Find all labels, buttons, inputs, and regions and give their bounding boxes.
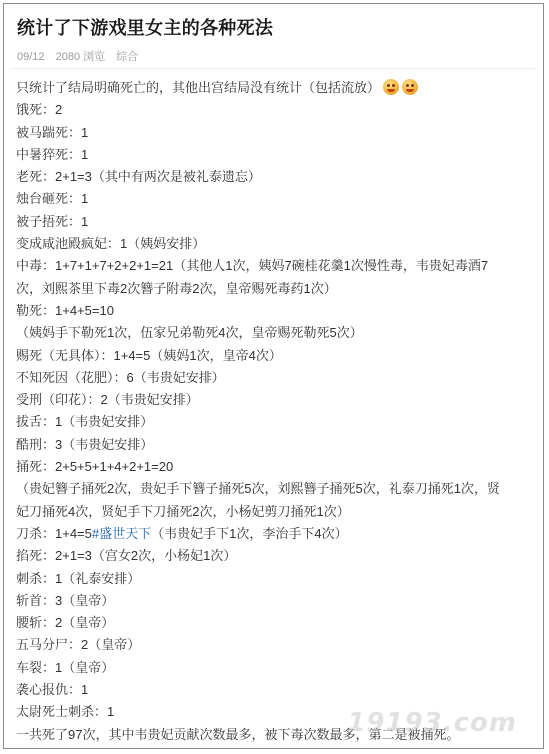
body-line: 五马分尸：2（皇帝）	[16, 637, 141, 653]
intro-line	[16, 77, 535, 99]
article-meta	[17, 48, 146, 64]
body-line: 妃刀捅死4次，贤妃手下刀捅死2次，小杨妃剪刀捅死1次）	[16, 503, 350, 519]
body-line: 太尉死士刺杀：1	[16, 704, 115, 720]
body-line: 斩首：3（皇帝）	[16, 592, 115, 608]
body-line: 酷刑：3（韦贵妃安排）	[16, 436, 154, 452]
body-line: 饿死：2	[16, 102, 63, 118]
body-line: 捅死：2+5+5+1+4+2+1=20	[16, 459, 174, 475]
summary-line: 一共死了97次，其中韦贵妃贡献次数最多，被下毒次数最多，第二是被捅死。	[16, 726, 460, 742]
body-line: 次，刘熙茶里下毒2次簪子附毒2次，皇帝赐死毒药1次）	[16, 280, 337, 296]
intro-text: 只统计了结局明确死亡的，其他出宫结局没有统计（包括流放）	[16, 80, 381, 95]
stab-prefix: 刀杀：1+4=5	[16, 525, 92, 541]
category-tag[interactable]: 综合	[116, 51, 139, 63]
body-line: 腰斩：2（皇帝）	[16, 615, 115, 631]
laugh-emoji-icon	[402, 79, 418, 95]
site-watermark: 19193.com	[347, 708, 517, 738]
body-line: 勒死：1+4+5=10	[16, 302, 114, 318]
article-body	[16, 77, 535, 746]
body-line: 受刑（印花）：2（韦贵妃安排）	[16, 392, 199, 408]
article-title: 统计了下游戏里女主的各种死法	[17, 18, 274, 38]
body-line: 被马踹死：1	[16, 124, 89, 140]
article-card	[3, 3, 544, 749]
body-line: 烛台砸死：1	[16, 191, 89, 207]
stab-line	[16, 523, 535, 545]
body-line: 中毒：1+7+1+7+2+2+1=21（其他人1次，姨妈7碗桂花羹1次慢性毒，韦贵妃毒酒7	[16, 258, 489, 274]
body-line: 不知死因（花肥）：6（韦贵妃安排）	[16, 369, 225, 385]
laugh-emoji-icon	[383, 79, 399, 95]
body-line: 中暑猝死：1	[16, 146, 89, 162]
post-date: 09/12	[17, 51, 45, 63]
body-line: （姨妈手下勒死1次，伍家兄弟勒死4次，皇帝赐死勒死5次）	[16, 325, 363, 341]
body-line: 拔舌：1（韦贵妃安排）	[16, 414, 154, 430]
body-line: 被子捂死：1	[16, 213, 89, 229]
body-line: 刺杀：1（礼泰安排）	[16, 570, 141, 586]
body-line: 变成咸池殿疯妃：1（姨妈安排）	[16, 236, 206, 252]
body-line: （贵妃簪子捅死2次，贵妃手下簪子捅死5次，刘熙簪子捅死5次，礼泰刀捅死1次，贤	[16, 481, 500, 497]
view-count: 2080 浏览	[55, 51, 106, 63]
body-line: 赐死（无具体）：1+4=5（姨妈1次，皇帝4次）	[16, 347, 282, 363]
body-line: 袭心报仇：1	[16, 682, 89, 698]
divider	[12, 68, 535, 69]
stab-suffix: （韦贵妃手下1次，李治手下4次）	[151, 525, 348, 541]
topic-link[interactable]: #盛世天下	[91, 525, 152, 541]
body-line: 掐死：2+1=3（宫女2次，小杨妃1次）	[16, 548, 237, 564]
body-line: 车裂：1（皇帝）	[16, 659, 115, 675]
body-line: 老死：2+1=3（其中有两次是被礼泰遗忘）	[16, 169, 261, 185]
